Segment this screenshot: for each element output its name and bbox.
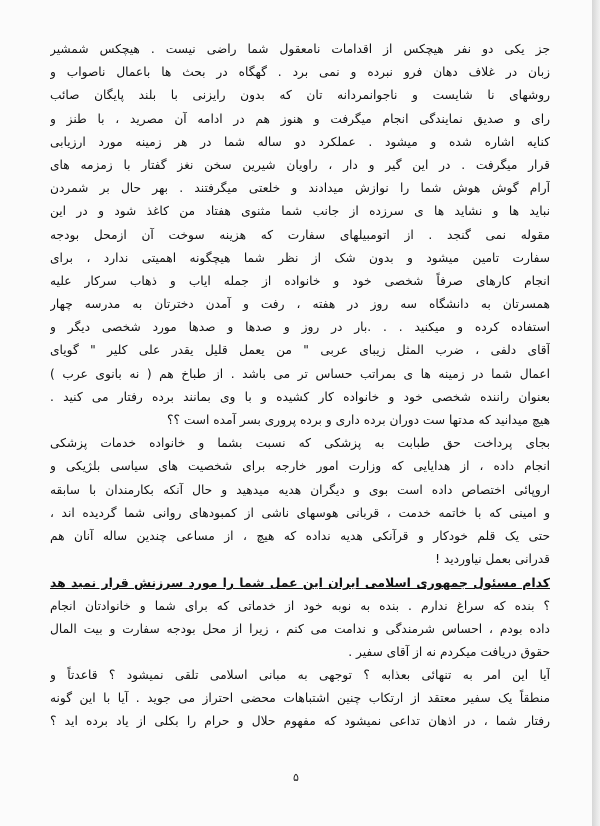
text-line: زبان در غلاف دهان فرو نبرده و نمی برد . گهگاه در بحث ها باعمال ناصواب و bbox=[50, 65, 550, 80]
text-line: کنایه اشاره شده و میشود . عملکرد دو ساله شما در هر زمینه مورد ارزیابی bbox=[50, 134, 550, 149]
text-line: نباید ها و نشاید ها ی سرزده از جانب شما مثنوی هفتاد من کاغذ شود و در این bbox=[50, 204, 550, 219]
text-line: حقوق دریافت میکردم نه از آقای سفیر . bbox=[348, 644, 550, 659]
text-line: سفارت تامین میشود و بدون شک از نظر شما هیچگونه اهمیتی ندارد ، برای bbox=[50, 250, 550, 265]
text-line: آیا این امر به تنهائی بعذابه ؟ توجهی به مبانی اسلامی تلقی نمیشود ؟ قاعدتاً و bbox=[50, 668, 550, 683]
text-line: اروپائی اختصاص داده است بوی و دیگران هدیه میدهید و حال آنکه بکارمندان با سابقه bbox=[50, 482, 550, 497]
text-line: بجای پرداخت حق طبابت به پزشکی که نسبت بشما و خانواده خدمات پزشکی bbox=[50, 436, 550, 451]
text-line: اعمال شما در زمینه ها ی بمراتب حساس تر می باشد . از طباخ هم ( نه بانوی عرب ) bbox=[50, 366, 550, 381]
text-line: انجام داده ، از هدایایی که وزارت امور خارجه برای شخصیت های سیاسی بلژیکی و bbox=[50, 459, 550, 474]
text-line: منطقاً یک سفیر معتقد از ارتکاب چنین اشتباهات محضی احتراز می جوید . آیا با این گونه bbox=[50, 691, 550, 706]
text-line: رای و صدیق نمایندگی انجام میگرفت و هنوز هم در ادامه آن مصرید ، با طنز و bbox=[50, 111, 550, 126]
page-number: ۵ bbox=[293, 771, 299, 784]
text-line: همسرتان به دانشگاه سه روز در هفته ، رفت و آمدن دخترتان به مدرسه چهار bbox=[50, 297, 550, 312]
bold-heading: کدام مسئول جمهوری اسلامی ایران این عمل شما را مورد سرزنش قرار نمید هد bbox=[50, 575, 550, 591]
text-line: آرام گوش هوش شما را نوازش میدادند و خلعتی میگرفتند . بهر حال بر شمردن bbox=[50, 181, 550, 196]
text-line: روشهای نا شایست و ناجوانمردانه تان که بدون رایزنی با بلند پایگان صائب bbox=[50, 88, 550, 103]
text-line: آقای دلفی ، ضرب المثل زیبای عربی " من یعمل قلیل یقدر علی کلیر " گویای bbox=[50, 343, 550, 358]
text-line: بعنوان راننده شخصی خود و خانواده کار کشیده و با وی بمانند برده رفتار می کنید . bbox=[50, 389, 550, 404]
text-line: انجام کارهای صرفاً شخصی خود و خانواده از جمله ایاب و ذهاب سرکار علیه bbox=[50, 273, 550, 288]
text-line: استفاده کرده و میکنید . . .بار در روز و صدها و صدها مورد شخصی دیگر و bbox=[50, 320, 550, 335]
page-edge bbox=[592, 0, 600, 826]
text-line: قرار میگرفت . در این گیر و دار ، راویان شیرین سخن نغز گفتار با زمزمه های bbox=[50, 157, 550, 172]
letter-body bbox=[50, 38, 550, 734]
text-line: داده بودم ، احساس شرمندگی و ندامت می کنم ، زیرا از محل بودجه سفارت و بیت المال bbox=[50, 621, 550, 636]
text-line: جز یکی دو نفر هیچکس از اقدامات نامعقول شما راضی نیست . هیچکس شمشیر bbox=[50, 42, 550, 56]
text-line: حتی یک قلم خودکار و قرآنکی هدیه نداده که هیچ ، از مساعی چندین ساله آنان هم bbox=[50, 528, 550, 543]
text-line: قدرانی بعمل نیاوردید ! bbox=[435, 552, 550, 567]
text-line: ؟ بنده که سراغ ندارم . بنده به نوبه خود از خدماتی که برای شما و خانوادتان انجام bbox=[50, 598, 550, 613]
text-line: هیچ میدانید که مدتها ست دوران برده داری و برده پروری بسر آمده است ؟؟ bbox=[167, 413, 550, 427]
text-line: و امینی که با خاتمه خدمت ، قربانی هوسهای ناشی از کمبودهای روانی شما گردیده اند ، bbox=[50, 505, 550, 520]
text-line: رفتار شما ، در اذهان تداعی نمیشود که مفهوم حلال و حرام را بکلی از یاد برده اید ؟ bbox=[50, 714, 550, 729]
text-line: مقوله نمی گنجد . از اتومبیلهای سفارت که هزینه سوخت آن ازمحل بودجه bbox=[50, 227, 550, 242]
